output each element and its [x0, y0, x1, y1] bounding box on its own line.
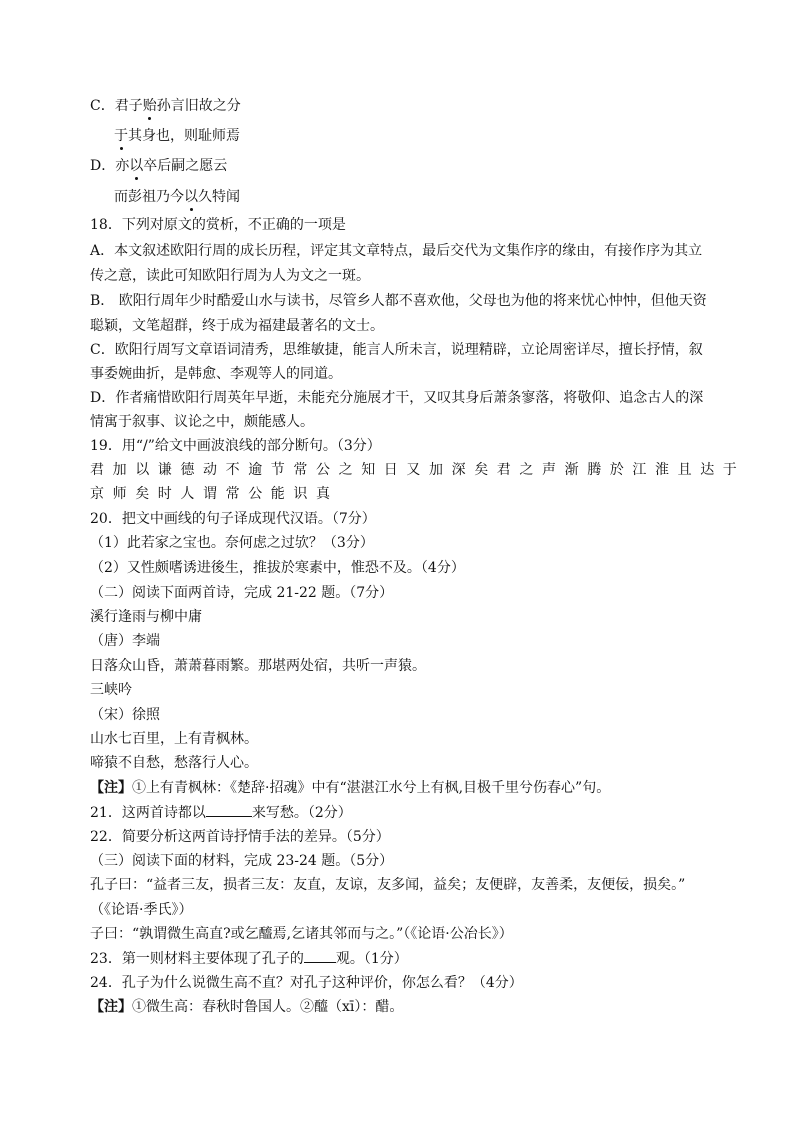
poem2-title: 三峡吟 — [90, 682, 132, 698]
analects-note — [90, 997, 403, 1017]
q22: 22．简要分析这两首诗抒情手法的差异。（5分） — [90, 829, 390, 845]
emphasis-char: 以 — [184, 189, 198, 205]
note-text: ①微生高：春秋时鲁国人。②醯（xī）：醋。 — [132, 999, 404, 1015]
q20-sentence-1: （1）此若家之宝也。奈何虑之过欤？（3分） — [90, 535, 374, 551]
poem1-title: 溪行逢雨与柳中庸 — [90, 609, 202, 625]
text-segment: 卒后嗣之愿云 — [143, 158, 228, 174]
q18-option-d-line2: 情寓于叙事、议论之中，颇能感人。 — [90, 414, 314, 430]
poem2-author: （宋）徐照 — [90, 707, 160, 723]
q18-option-a-line2: 传之意，读此可知欧阳行周为人为文之一斑。 — [90, 268, 370, 284]
q18-option-c-line1: C．欧阳行周写文章语词清秀，思维敏捷，能言人所未言，说理精辟，立论周密详尽，擅长抒情，叙 — [90, 342, 703, 358]
q21 — [90, 802, 352, 823]
text-segment: 21．这两首诗都以 — [90, 805, 206, 821]
emphasis-char: 以 — [129, 158, 144, 174]
q18-option-c-line2: 事委婉曲折，是韩愈、李观等人的同道。 — [90, 366, 342, 382]
text-segment: 其身也，则耻师焉 — [128, 128, 240, 144]
q17-option-c-line1 — [90, 96, 241, 116]
note-text: ①上有青枫林：《楚辞·招魂》中有“湛湛江水兮上有枫,目极千里兮伤春心”句。 — [132, 780, 611, 796]
text-segment: D．亦 — [90, 158, 130, 174]
poem2-line1: 山水七百里，上有青枫林。 — [90, 731, 258, 747]
text-segment: 来写愁。（2分） — [251, 805, 352, 821]
q17-option-c-line2 — [114, 126, 240, 146]
material-2: 子曰：“孰谓微生高直?或乞醯焉,乞诸其邻而与之。”（《论语·公冶长》） — [90, 926, 513, 942]
q20-stem: 20．把文中画线的句子译成现代汉语。（7分） — [90, 511, 376, 527]
section3-header: （三）阅读下面的材料，完成 23-24 题。（5分） — [90, 853, 394, 869]
q18-option-d-line1: D．作者痛惜欧阳行周英年早逝，未能充分施展才干，又叹其身后萧条寥落，将敬仰、追念古人的深 — [90, 390, 704, 406]
poem2-line2: 啼猿不自愁，愁落行人心。 — [90, 755, 258, 771]
poem1-text: 日落众山昏，萧萧暮雨繁。那堪两处宿，共听一声猿。 — [90, 658, 426, 674]
section2-header: （二）阅读下面两首诗，完成 21-22 题。（7分） — [90, 585, 394, 601]
text-segment: 久特闻 — [198, 189, 240, 205]
q18-stem: 18．下列对原文的赏析，不正确的一项是 — [90, 217, 346, 233]
q23 — [90, 948, 408, 969]
text-segment: 23．第一则材料主要体现了孔子的 — [90, 951, 304, 967]
answer-blank[interactable] — [304, 948, 336, 963]
poem-note — [90, 778, 610, 798]
q19-text-line1: 君加以谦德动不逾节常公之知日又加深矣君之声渐腾於江淮且达于 — [90, 462, 746, 478]
text-segment: 而彭祖乃今 — [114, 189, 184, 205]
q17-option-d-line1 — [90, 156, 227, 176]
q20-sentence-2: （2）又性颇嗜诱进後生，推拔於寒素中，惟恐不及。（4分） — [90, 560, 465, 576]
text-segment: C．君子 — [90, 98, 143, 114]
q18-option-b-line2: 聪颖，文笔超群，终于成为福建最著名的文士。 — [90, 318, 384, 334]
emphasis-char: 于 — [114, 128, 128, 144]
material-1: 孔子曰：“益者三友，损者三友：友直，友谅，友多闻，益矣；友便辟，友善柔，友便佞，损矣。” — [90, 877, 686, 893]
text-segment: 孙言旧故之分 — [156, 98, 241, 114]
text-segment: 观。（1分） — [335, 951, 408, 967]
note-label: 【注】 — [90, 999, 132, 1015]
q19-stem: 19．用“/”给文中画波浪线的部分断句。（3分） — [90, 438, 381, 454]
q17-option-d-line2 — [114, 187, 240, 207]
material-1-source: （《论语·季氏》） — [90, 902, 193, 918]
q18-option-b-line1: B． 欧阳行周年少时酷爱山水与读书，尽管乡人都不喜欢他，父母也为他的将来忧心忡忡，但他天资 — [90, 293, 707, 309]
emphasis-char: 贻 — [142, 98, 157, 114]
q18-option-a-line1: A．本文叙述欧阳行周的成长历程，评定其文章特点，最后交代为文集作序的缘由，有接作序为其立 — [90, 243, 703, 259]
q24: 24．孔子为什么说微生高不直？对孔子这种评价，你怎么看？（4分） — [90, 975, 523, 991]
poem1-author: （唐）李端 — [90, 633, 160, 649]
answer-blank[interactable] — [206, 802, 252, 817]
note-label: 【注】 — [90, 780, 132, 796]
q19-text-line2: 京师矣时人谓常公能识真 — [90, 486, 339, 502]
